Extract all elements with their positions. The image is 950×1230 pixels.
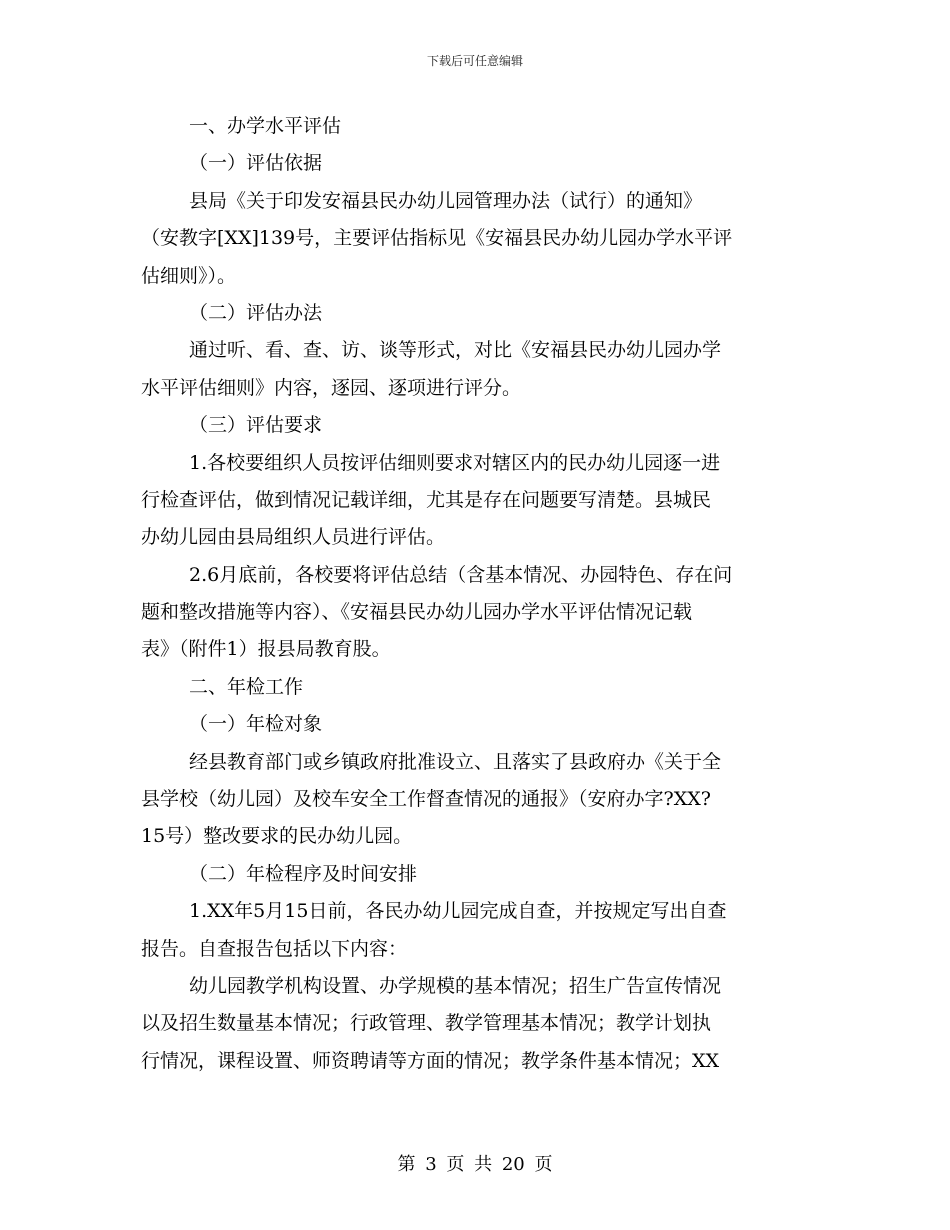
text-line: 估细则》）。 xyxy=(141,264,237,287)
text-line: （安教字[XX]139号，主要评估指标见《安福县民办幼儿园办学水平评 xyxy=(141,227,733,250)
text-line: （三）评估要求 xyxy=(189,414,323,437)
text-line: 通过听、看、查、访、谈等形式，对比《安福县民办幼儿园办学 xyxy=(189,339,722,362)
text-line: 县局《关于印发安福县民办幼儿园管理办法（试行）的通知》 xyxy=(189,189,703,212)
text-line: 幼儿园教学机构设置、办学规模的基本情况；招生广告宣传情况 xyxy=(189,974,722,997)
text-line: 1.XX年5月15日前，各民办幼儿园完成自查，并按规定写出自查 xyxy=(189,900,727,923)
text-line: 一、办学水平评估 xyxy=(189,115,342,137)
text-line: 水平评估细则》内容，逐园、逐项进行评分。 xyxy=(141,376,522,399)
text-line: 15号）整改要求的民办幼儿园。 xyxy=(141,825,413,848)
text-line: （二）评估办法 xyxy=(189,301,323,324)
text-line: 行检查评估，做到情况记载详细，尤其是存在问题要写清楚。县城民 xyxy=(141,488,712,511)
text-line: （一）年检对象 xyxy=(189,713,323,736)
page-header: 下载后可任意编辑 xyxy=(426,54,523,68)
text-line: 报告。自查报告包括以下内容： xyxy=(141,937,408,960)
text-line: 经县教育部门或乡镇政府批准设立、且落实了县政府办《关于全 xyxy=(189,750,722,773)
page-footer: 第 3 页 共 20 页 xyxy=(397,1154,553,1175)
text-line: 县学校（幼儿园）及校车安全工作督查情况的通报》（安府办字?XX? xyxy=(141,788,711,811)
text-line: 题和整改措施等内容）、《安福县民办幼儿园办学水平评估情况记载 xyxy=(141,601,693,624)
text-line: 以及招生数量基本情况；行政管理、教学管理基本情况；教学计划执 xyxy=(141,1012,712,1035)
text-line: 行情况，课程设置、师资聘请等方面的情况；教学条件基本情况；XX xyxy=(141,1049,720,1072)
text-line: 二、年检工作 xyxy=(189,675,304,698)
text-line: 2.6月底前，各校要将评估总结（含基本情况、办园特色、存在问 xyxy=(189,563,733,586)
text-line: 表》（附件1）报县局教育股。 xyxy=(141,638,391,661)
text-line: 办幼儿园由县局组织人员进行评估。 xyxy=(141,526,446,549)
document-body xyxy=(141,108,811,1080)
text-line: 1.各校要组织人员按评估细则要求对辖区内的民办幼儿园逐一进 xyxy=(189,451,721,474)
text-line: （二）年检程序及时间安排 xyxy=(189,862,418,885)
text-line: （一）评估依据 xyxy=(189,152,323,175)
